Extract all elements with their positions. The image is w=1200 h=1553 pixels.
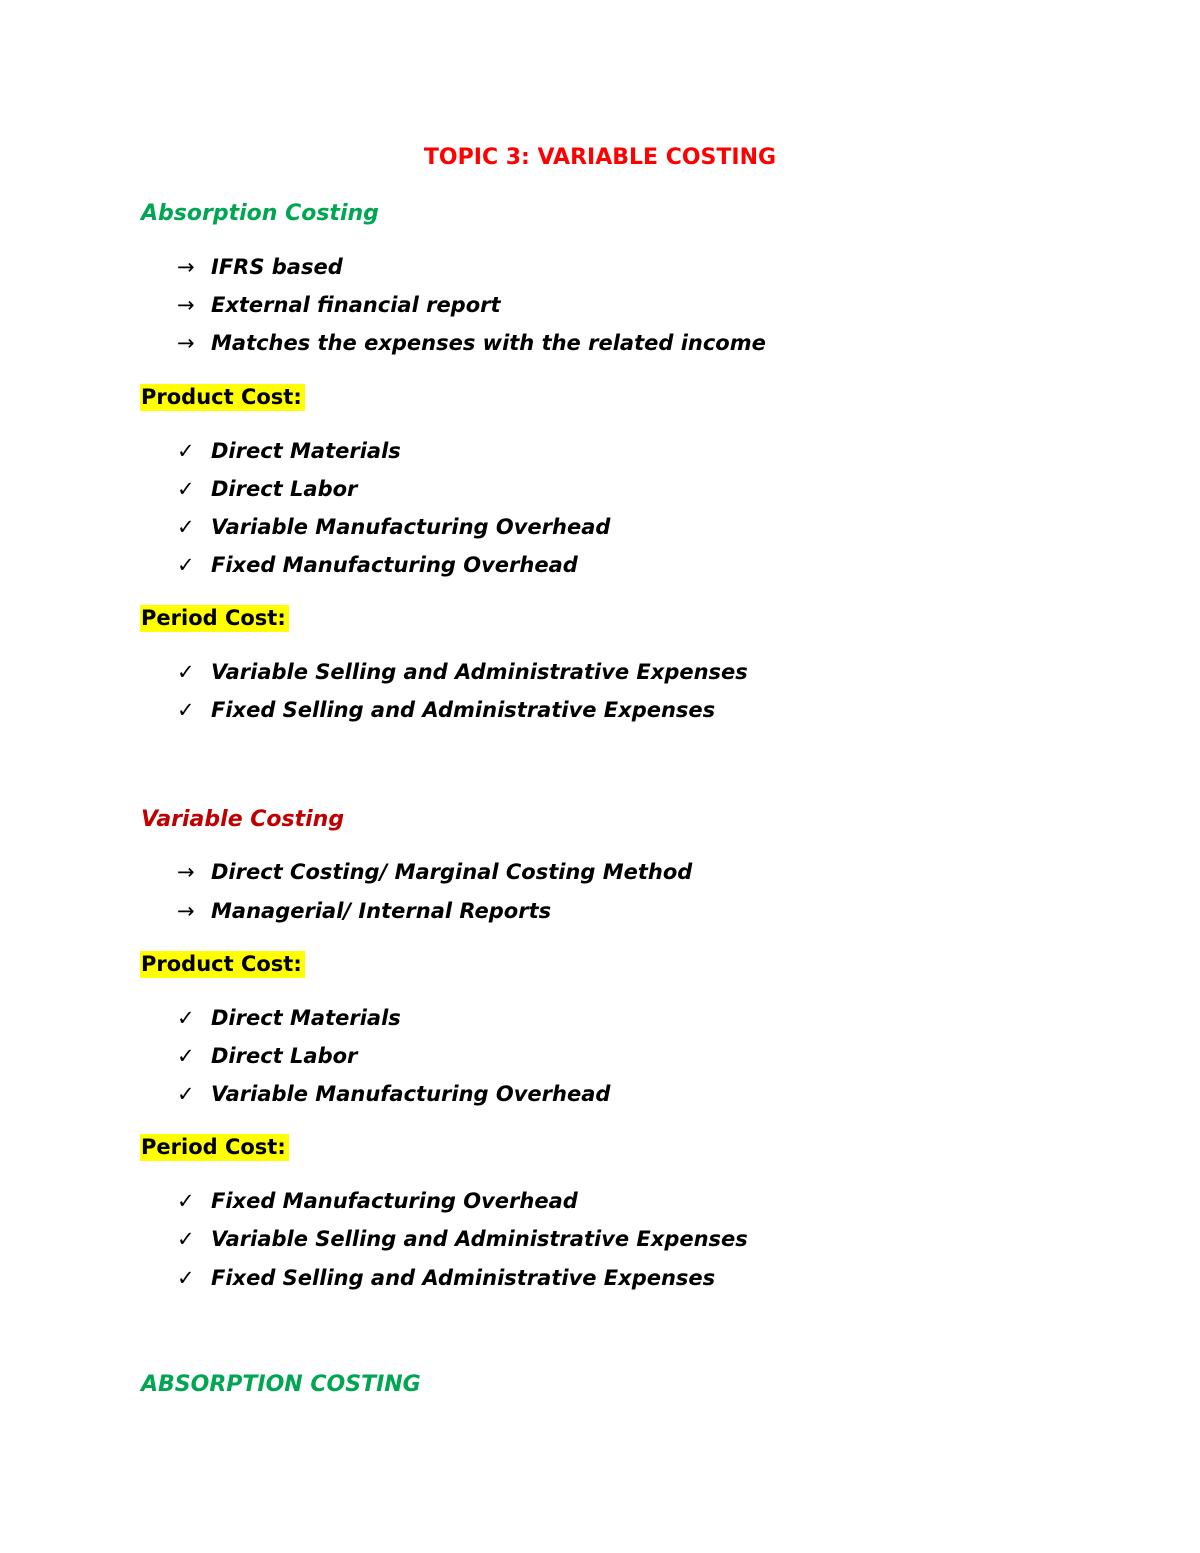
- check-icon: ✓: [177, 439, 195, 463]
- variable-product-cost-label: Product Cost:: [140, 951, 305, 978]
- arrow-icon: →: [177, 860, 195, 884]
- variable-product-cost-item: [177, 1041, 357, 1071]
- absorption-product-cost-text: Direct Materials: [211, 439, 401, 463]
- absorption-point-text: IFRS based: [211, 255, 343, 279]
- absorption-product-cost-text: Variable Manufacturing Overhead: [211, 515, 611, 539]
- absorption-product-cost-text: Fixed Manufacturing Overhead: [211, 553, 578, 577]
- variable-costing-heading: Variable Costing: [141, 807, 345, 832]
- variable-product-cost-text: Variable Manufacturing Overhead: [211, 1082, 611, 1106]
- check-icon: ✓: [177, 660, 195, 684]
- variable-product-cost-text: Direct Labor: [211, 1044, 358, 1068]
- absorption-period-cost-item: [177, 695, 715, 725]
- arrow-icon: →: [177, 255, 195, 279]
- absorption-period-cost-item: [177, 657, 748, 687]
- check-icon: ✓: [177, 1189, 195, 1213]
- absorption-point: [177, 290, 501, 320]
- variable-point-text: Direct Costing/ Marginal Costing Method: [211, 860, 693, 884]
- variable-period-cost-text: Variable Selling and Administrative Expenses: [211, 1227, 748, 1251]
- variable-point: [177, 857, 692, 887]
- variable-product-cost-item: [177, 1003, 401, 1033]
- absorption-point-text: External financial report: [211, 293, 501, 317]
- absorption-product-cost-item: [177, 550, 578, 580]
- check-icon: ✓: [177, 1266, 195, 1290]
- variable-period-cost-item: [177, 1186, 578, 1216]
- check-icon: ✓: [177, 698, 195, 722]
- absorption-product-cost-item: [177, 474, 357, 504]
- absorption-product-cost-text: Direct Labor: [211, 477, 358, 501]
- absorption-period-cost-text: Fixed Selling and Administrative Expenses: [211, 698, 716, 722]
- variable-product-cost-text: Direct Materials: [211, 1006, 401, 1030]
- arrow-icon: →: [177, 899, 195, 923]
- variable-point: [177, 896, 551, 926]
- absorption-product-cost-label: Product Cost:: [140, 384, 305, 411]
- page-title: TOPIC 3: VARIABLE COSTING: [423, 145, 777, 170]
- variable-period-cost-item: [177, 1263, 715, 1293]
- check-icon: ✓: [177, 477, 195, 501]
- arrow-icon: →: [177, 331, 195, 355]
- absorption-period-cost-text: Variable Selling and Administrative Expenses: [211, 660, 748, 684]
- absorption-product-cost-item: [177, 512, 610, 542]
- variable-period-cost-item: [177, 1224, 748, 1254]
- absorption-point-text: Matches the expenses with the related income: [211, 331, 766, 355]
- check-icon: ✓: [177, 1006, 195, 1030]
- absorption-point: [177, 252, 343, 282]
- check-icon: ✓: [177, 553, 195, 577]
- absorption-period-cost-label: Period Cost:: [140, 605, 289, 632]
- variable-period-cost-label: Period Cost:: [140, 1134, 289, 1161]
- check-icon: ✓: [177, 1227, 195, 1251]
- absorption-product-cost-item: [177, 436, 401, 466]
- variable-period-cost-text: Fixed Manufacturing Overhead: [211, 1189, 578, 1213]
- absorption-costing-caps-heading: ABSORPTION COSTING: [141, 1372, 421, 1397]
- check-icon: ✓: [177, 1082, 195, 1106]
- variable-point-text: Managerial/ Internal Reports: [211, 899, 552, 923]
- absorption-point: [177, 328, 766, 358]
- arrow-icon: →: [177, 293, 195, 317]
- check-icon: ✓: [177, 1044, 195, 1068]
- variable-period-cost-text: Fixed Selling and Administrative Expenses: [211, 1266, 716, 1290]
- check-icon: ✓: [177, 515, 195, 539]
- absorption-costing-heading: Absorption Costing: [141, 201, 379, 226]
- variable-product-cost-item: [177, 1079, 610, 1109]
